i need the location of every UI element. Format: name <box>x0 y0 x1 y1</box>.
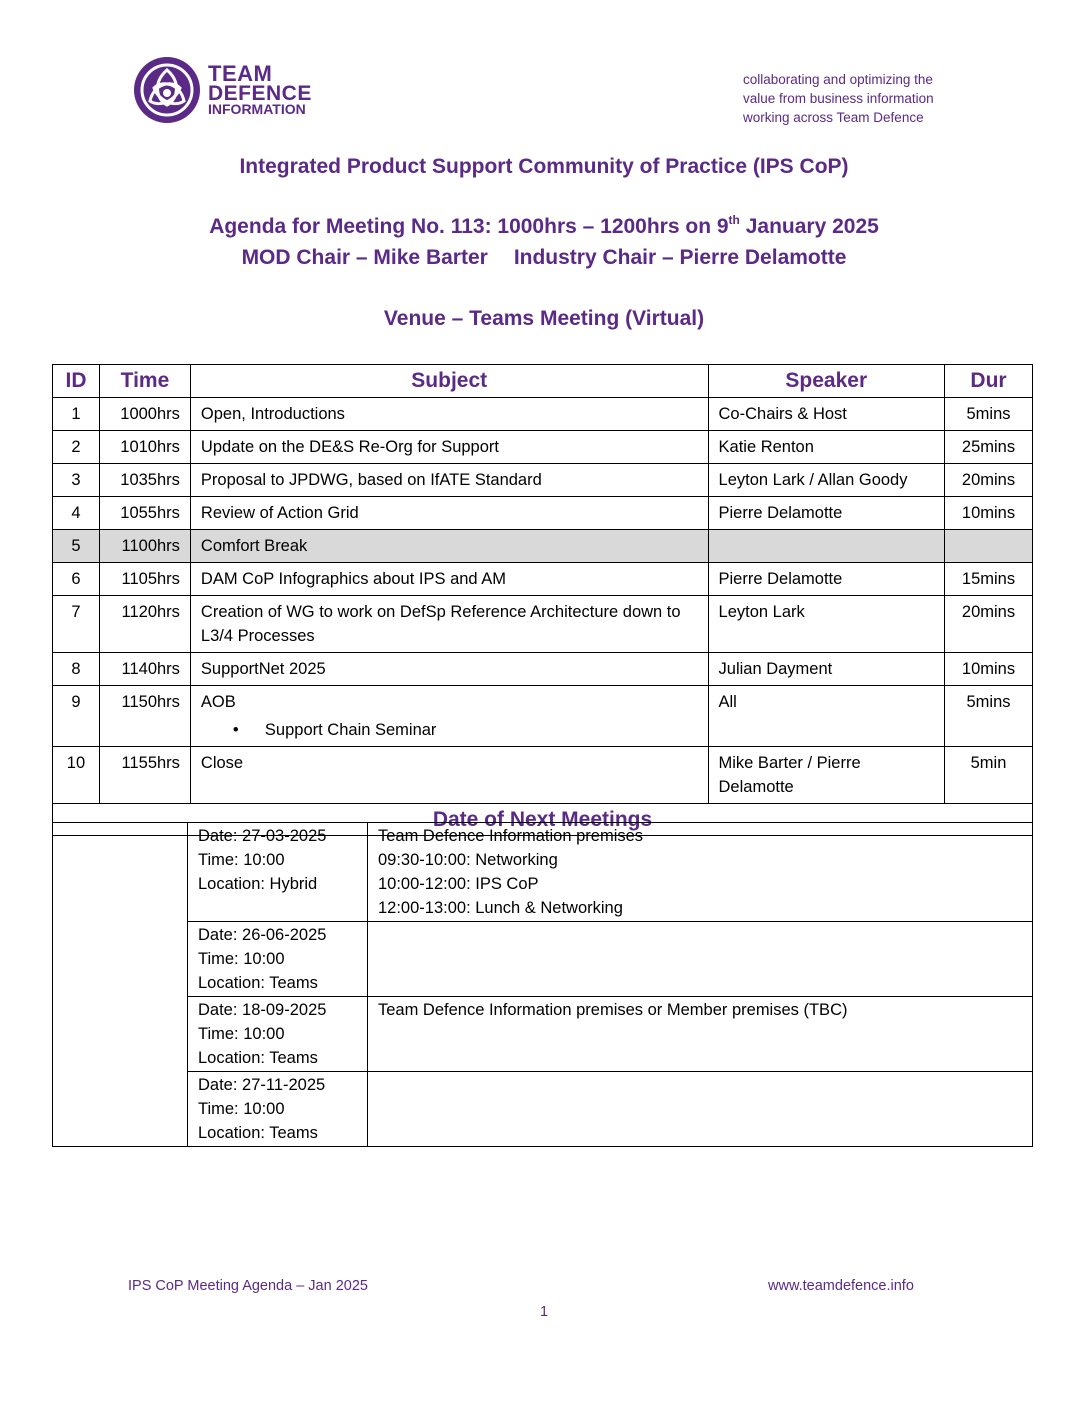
table-row <box>53 747 1033 804</box>
cell-dur: 10mins <box>945 497 1033 530</box>
table-row <box>53 686 1033 747</box>
logo-line-defence: DEFENCE <box>208 82 312 106</box>
table-row <box>53 596 1033 653</box>
meeting-notes-cell <box>368 997 1033 1072</box>
agenda-table <box>52 364 1033 836</box>
cell-dur: 25mins <box>945 431 1033 464</box>
logo-wordmark <box>208 60 312 118</box>
cell-dur: 5mins <box>945 686 1033 747</box>
meeting-when-cell <box>188 1072 368 1147</box>
cell-speaker: Leyton Lark / Allan Goody <box>708 464 945 497</box>
cell-subject: Proposal to JPDWG, based on IfATE Standard <box>190 464 708 497</box>
meeting-date: Date: 18-09-2025 <box>198 1001 327 1019</box>
meeting-location: Location: Hybrid <box>198 875 318 893</box>
meeting-when-cell <box>188 922 368 997</box>
table-row <box>53 497 1033 530</box>
tagline-line: value from business information <box>743 91 934 106</box>
venue-title: Venue – Teams Meeting (Virtual) <box>383 307 705 330</box>
logo-line-team: TEAM <box>208 60 273 86</box>
meeting-time: Time: 10:00 <box>198 1025 285 1043</box>
table-row-break <box>53 530 1033 563</box>
agenda-title-prefix: Agenda for Meeting No. 113: 1000hrs – 1200hrs on 9 <box>209 215 729 238</box>
industry-chair: Industry Chair – Pierre Delamotte <box>513 246 847 269</box>
team-defence-logo <box>130 52 330 128</box>
col-header-id: ID <box>53 365 100 398</box>
subject-bullet-item: • Support Chain Seminar <box>201 718 698 742</box>
table-row <box>53 398 1033 431</box>
cell-id: 6 <box>53 563 100 596</box>
meeting-when-cell <box>188 823 368 922</box>
agenda-title <box>0 215 1088 239</box>
meeting-notes-cell <box>368 1072 1033 1147</box>
cell-dur: 15mins <box>945 563 1033 596</box>
meeting-row <box>53 922 1033 997</box>
col-header-subject: Subject <box>190 365 708 398</box>
cell-subject: Update on the DE&S Re-Org for Support <box>190 431 708 464</box>
cell-subject: SupportNet 2025 <box>190 653 708 686</box>
cell-time: 1010hrs <box>99 431 190 464</box>
cell-dur: 5min <box>945 747 1033 804</box>
cell-id: 5 <box>53 530 100 563</box>
meeting-note: 10:00-12:00: IPS CoP <box>378 875 539 893</box>
page-number: 1 <box>539 1304 549 1320</box>
cell-time: 1035hrs <box>99 464 190 497</box>
cell-time: 1100hrs <box>99 530 190 563</box>
meeting-row <box>53 1072 1033 1147</box>
next-meetings-title: Date of Next Meetings <box>53 804 1033 836</box>
cell-dur: 20mins <box>945 596 1033 653</box>
meeting-notes-cell <box>368 823 1033 922</box>
cell-time: 1105hrs <box>99 563 190 596</box>
meeting-row <box>53 997 1033 1072</box>
cell-time: 1120hrs <box>99 596 190 653</box>
col-header-speaker: Speaker <box>708 365 945 398</box>
next-meetings-table <box>52 822 1033 1147</box>
community-title: Integrated Product Support Community of Practice (IPS CoP) <box>239 155 849 178</box>
cell-dur <box>945 530 1033 563</box>
cell-speaker: Mike Barter / Pierre Delamotte <box>708 747 945 804</box>
cell-subject: Review of Action Grid <box>190 497 708 530</box>
cell-subject: DAM CoP Infographics about IPS and AM <box>190 563 708 596</box>
tagline-line: working across Team Defence <box>743 110 924 125</box>
table-row <box>53 464 1033 497</box>
triquetra-logo-icon <box>130 53 204 127</box>
cell-id: 4 <box>53 497 100 530</box>
meeting-time: Time: 10:00 <box>198 950 285 968</box>
meeting-notes-cell <box>368 922 1033 997</box>
agenda-header-row <box>53 365 1033 398</box>
cell-id: 2 <box>53 431 100 464</box>
cell-speaker: Julian Dayment <box>708 653 945 686</box>
subject-text: AOB <box>200 693 236 711</box>
meeting-time: Time: 10:00 <box>198 1100 285 1118</box>
cell-dur: 20mins <box>945 464 1033 497</box>
cell-subject: Creation of WG to work on DefSp Reference Architecture down to L3/4 Processes <box>190 596 708 653</box>
cell-speaker: Pierre Delamotte <box>708 497 945 530</box>
table-row <box>53 653 1033 686</box>
table-row <box>53 563 1033 596</box>
tagline <box>743 70 1023 127</box>
cell-subject: Comfort Break <box>190 530 708 563</box>
cell-time: 1155hrs <box>99 747 190 804</box>
cell-time: 1055hrs <box>99 497 190 530</box>
logo-line-information: INFORMATION <box>208 101 306 118</box>
meeting-note: 12:00-13:00: Lunch & Networking <box>378 899 623 917</box>
meeting-time: Time: 10:00 <box>198 851 285 869</box>
cell-time: 1000hrs <box>99 398 190 431</box>
meeting-when-cell <box>188 997 368 1072</box>
mod-chair: MOD Chair – Mike Barter <box>241 246 488 269</box>
cell-dur: 10mins <box>945 653 1033 686</box>
meeting-note: Team Defence Information premises <box>378 827 644 845</box>
cell-subject <box>190 686 708 747</box>
agenda-title-ordinal: th <box>728 213 740 227</box>
cell-speaker: Co-Chairs & Host <box>708 398 945 431</box>
cell-id: 1 <box>53 398 100 431</box>
cell-id: 8 <box>53 653 100 686</box>
meeting-note: Team Defence Information premises or Member premises (TBC) <box>378 1001 848 1019</box>
chairs-line <box>0 246 1088 270</box>
cell-id: 10 <box>53 747 100 804</box>
footer-website-link[interactable]: www.teamdefence.info <box>768 1278 914 1294</box>
cell-speaker: Pierre Delamotte <box>708 563 945 596</box>
meetings-blank-cell <box>53 823 188 1147</box>
meeting-date: Date: 27-03-2025 <box>198 827 327 845</box>
cell-speaker: Leyton Lark <box>708 596 945 653</box>
table-row <box>53 431 1033 464</box>
meeting-date: Date: 26-06-2025 <box>198 926 327 944</box>
meeting-date: Date: 27-11-2025 <box>198 1076 326 1094</box>
cell-id: 7 <box>53 596 100 653</box>
cell-dur: 5mins <box>945 398 1033 431</box>
cell-id: 3 <box>53 464 100 497</box>
meeting-location: Location: Teams <box>198 974 318 992</box>
agenda-title-suffix: January 2025 <box>739 215 879 238</box>
meeting-row <box>53 823 1033 922</box>
footer-document-title: IPS CoP Meeting Agenda – Jan 2025 <box>128 1278 368 1294</box>
cell-subject: Open, Introductions <box>190 398 708 431</box>
cell-id: 9 <box>53 686 100 747</box>
cell-time: 1150hrs <box>99 686 190 747</box>
col-header-dur: Dur <box>945 365 1033 398</box>
cell-speaker <box>708 530 945 563</box>
cell-subject: Close <box>190 747 708 804</box>
col-header-time: Time <box>99 365 190 398</box>
tagline-line: collaborating and optimizing the <box>743 72 933 87</box>
meeting-note: 09:30-10:00: Networking <box>378 851 558 869</box>
cell-speaker: All <box>708 686 945 747</box>
cell-time: 1140hrs <box>99 653 190 686</box>
meeting-location: Location: Teams <box>198 1049 318 1067</box>
cell-speaker: Katie Renton <box>708 431 945 464</box>
meeting-location: Location: Teams <box>198 1124 318 1142</box>
